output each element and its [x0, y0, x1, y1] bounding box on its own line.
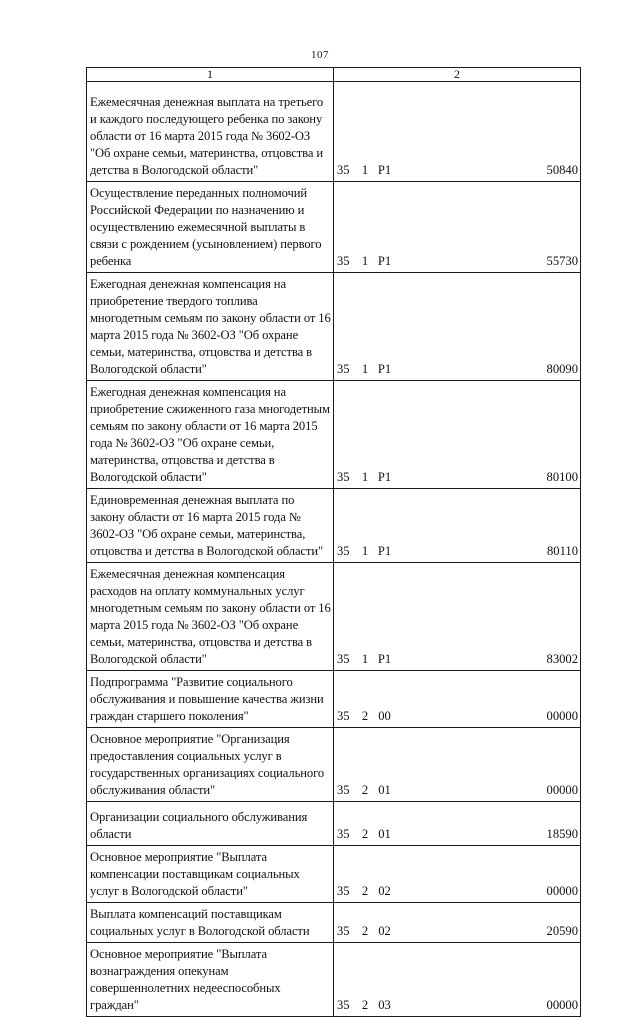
code-direction: 80100	[546, 470, 578, 484]
row-codes	[334, 563, 581, 671]
code-activity: 01	[378, 827, 391, 841]
header-column-1: 1	[87, 68, 334, 82]
code-subprogram: 2	[361, 884, 369, 898]
row-codes	[334, 381, 581, 489]
code-program: 35	[337, 362, 350, 376]
code-direction: 20590	[546, 924, 578, 938]
table-row	[87, 728, 581, 802]
header-column-2: 2	[334, 68, 581, 82]
row-codes	[334, 671, 581, 728]
code-direction: 18590	[546, 827, 578, 841]
page-number: 107	[311, 49, 329, 61]
code-program: 35	[337, 924, 350, 938]
table-row	[87, 943, 581, 1017]
code-subprogram: 2	[361, 998, 369, 1012]
code-subprogram: 2	[361, 783, 369, 797]
row-description: Единовременная денежная выплата по закону области от 16 марта 2015 года № 3602-ОЗ "Об охране семьи, материнства, отцовства и детства в Вологодской области"	[87, 489, 334, 563]
code-activity: 00	[378, 709, 391, 723]
code-program: 35	[337, 163, 350, 177]
table-row	[87, 489, 581, 563]
code-subprogram: 1	[361, 362, 369, 376]
code-subprogram: 1	[361, 470, 369, 484]
row-description: Организации социального обслуживания области	[87, 802, 334, 846]
code-activity: P1	[377, 362, 392, 376]
row-codes	[334, 903, 581, 943]
code-program: 35	[337, 652, 350, 666]
code-subprogram: 1	[361, 544, 369, 558]
code-program: 35	[337, 254, 350, 268]
table-row	[87, 846, 581, 903]
code-program: 35	[337, 998, 350, 1012]
code-activity: 02	[378, 884, 391, 898]
table-row	[87, 903, 581, 943]
code-activity: P1	[377, 163, 392, 177]
code-direction: 80090	[546, 362, 578, 376]
code-program: 35	[337, 783, 350, 797]
row-description: Ежегодная денежная компенсация на приобретение сжиженного газа многодетным семьям по закону области от 16 марта 2015 года № 3602-ОЗ "Об охране семьи, материнства, отцовства и детства в Вологодской области"	[87, 381, 334, 489]
code-activity: P1	[377, 652, 392, 666]
code-direction: 80110	[546, 544, 578, 558]
code-direction: 00000	[546, 998, 578, 1012]
row-description: Ежегодная денежная компенсация на приобретение твердого топлива многодетным семьям по закону области от 16 марта 2015 года № 3602-ОЗ "Об охране семьи, материнства, отцовства и детства в Вологодской области"	[87, 273, 334, 381]
code-subprogram: 1	[361, 254, 369, 268]
code-activity: P1	[377, 470, 392, 484]
code-subprogram: 2	[361, 709, 369, 723]
code-program: 35	[337, 544, 350, 558]
row-codes	[334, 802, 581, 846]
code-activity: 03	[378, 998, 391, 1012]
code-subprogram: 1	[361, 163, 369, 177]
code-subprogram: 2	[361, 924, 369, 938]
row-codes	[334, 182, 581, 273]
table-row	[87, 563, 581, 671]
row-description: Подпрограмма "Развитие социального обслуживания и повышение качества жизни граждан старшего поколения"	[87, 671, 334, 728]
row-description: Выплата компенсаций поставщикам социальных услуг в Вологодской области	[87, 903, 334, 943]
code-program: 35	[337, 884, 350, 898]
row-codes	[334, 82, 581, 182]
row-codes	[334, 489, 581, 563]
code-activity: P1	[377, 254, 392, 268]
code-activity: 01	[378, 783, 391, 797]
table-row	[87, 82, 581, 182]
row-description: Осуществление переданных полномочий Российской Федерации по назначению и осуществлению ежемесячной выплаты в связи с рождением (усыновлением) первого ребенка	[87, 182, 334, 273]
table-row	[87, 381, 581, 489]
code-program: 35	[337, 827, 350, 841]
table-header-row	[87, 68, 581, 82]
code-activity: 02	[378, 924, 391, 938]
code-program: 35	[337, 709, 350, 723]
row-description: Основное мероприятие "Организация предоставления социальных услуг в государственных организациях социального обслуживания области"	[87, 728, 334, 802]
table-row	[87, 182, 581, 273]
table-row	[87, 671, 581, 728]
code-subprogram: 1	[361, 652, 369, 666]
row-description: Основное мероприятие "Выплата вознаграждения опекунам совершеннолетних недееспособных граждан"	[87, 943, 334, 1017]
code-direction: 83002	[546, 652, 578, 666]
code-program: 35	[337, 470, 350, 484]
code-direction: 00000	[546, 709, 578, 723]
code-subprogram: 2	[361, 827, 369, 841]
row-description: Ежемесячная денежная компенсация расходов на оплату коммунальных услуг многодетным семьям по закону области от 16 марта 2015 года № 3602-ОЗ "Об охране семьи, материнства, отцовства и детства в Вологодской области"	[87, 563, 334, 671]
row-codes	[334, 846, 581, 903]
row-description: Основное мероприятие "Выплата компенсации поставщикам социальных услуг в Вологодской области"	[87, 846, 334, 903]
code-direction: 00000	[546, 783, 578, 797]
row-codes	[334, 273, 581, 381]
code-activity: P1	[377, 544, 392, 558]
budget-table	[86, 67, 581, 1017]
code-direction: 50840	[546, 163, 578, 177]
row-description: Ежемесячная денежная выплата на третьего и каждого последующего ребенка по закону области от 16 марта 2015 года № 3602-ОЗ "Об охране семьи, материнства, отцовства и детства в Вологодской области"	[87, 82, 334, 182]
row-codes	[334, 943, 581, 1017]
code-direction: 55730	[546, 254, 578, 268]
row-codes	[334, 728, 581, 802]
code-direction: 00000	[546, 884, 578, 898]
table-row	[87, 802, 581, 846]
table-row	[87, 273, 581, 381]
